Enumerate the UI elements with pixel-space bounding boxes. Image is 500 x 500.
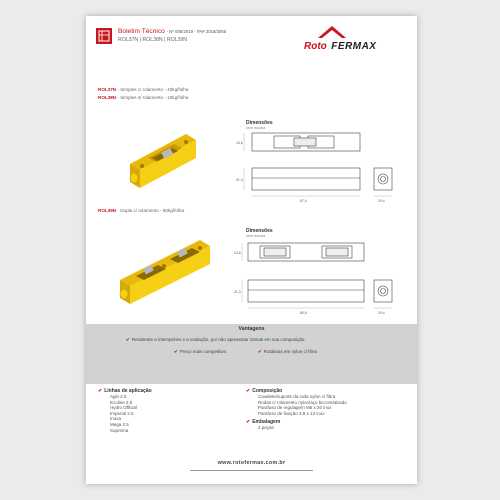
brand-roto: Roto (304, 41, 327, 52)
composition-item: Rodas c/ rolamento nylon/aço bicromatizado (258, 399, 347, 405)
product-image-double (114, 220, 224, 306)
applications-section (98, 388, 152, 433)
application-item: Aglo 2.5 (110, 394, 127, 399)
composition-title: Composição (252, 388, 283, 394)
advantage-item (174, 349, 226, 355)
dimension-drawing-double (234, 238, 410, 320)
dim-side-height-1: 21,3 (236, 178, 243, 182)
dim-side-height-2: 21,3 (234, 290, 241, 294)
check-icon: ✔ (126, 337, 130, 342)
product-image-single (124, 112, 212, 190)
dimension-drawing-single (234, 128, 410, 208)
dim-length-1: 67,4 (300, 199, 307, 203)
dimensions-title: Dimensões (246, 120, 273, 126)
advantage-item (258, 349, 317, 355)
product-line-rol37n (98, 87, 188, 92)
tech-bulletin-page (86, 16, 417, 484)
footer-divider (190, 470, 313, 471)
dimensions-subtitle: sem escala (246, 126, 266, 130)
composition-item: Cavalete/suporte da roda nylon c/ fibra (258, 394, 336, 399)
packaging-value: 2 peças (258, 425, 274, 431)
composition-item: Parafuso de regulagem M5 x 20 inox (258, 405, 332, 411)
application-item: Hydro Official (110, 405, 137, 411)
check-icon: ✔ (258, 349, 262, 354)
advantage-text: Roldanas em nylon c/ fibra (263, 349, 318, 354)
application-item: Imperial 2.5 (110, 410, 134, 416)
brand-fermax: FERMAX (331, 41, 377, 52)
product-line-rol39n (98, 208, 184, 213)
applications-title: Linhas de aplicação (104, 388, 152, 394)
dim-width-1: 19,4 (378, 199, 385, 203)
bulletin-models: ROL37N | ROL38N | ROL39N (118, 37, 188, 43)
website-link[interactable]: www.rotofermax.com.br (217, 460, 286, 466)
check-icon: ✔ (246, 388, 251, 394)
product-code: ROL39N (98, 208, 117, 213)
brand-logo (304, 36, 376, 54)
composition-section (246, 388, 347, 431)
bulletin-title: Boletim Técnico (118, 28, 165, 35)
advantage-text: Preço mais competitivo (179, 349, 227, 354)
bulletin-title-line (118, 28, 226, 35)
dim-width-2: 19,4 (378, 311, 385, 315)
advantage-item (126, 337, 306, 343)
product-desc: - Simples s/ rolamento - 15kg/folha (117, 95, 189, 100)
application-item: Ecoline 2.5 (110, 399, 133, 405)
check-icon: ✔ (98, 388, 103, 394)
product-code: ROL38N (98, 95, 117, 100)
check-icon: ✔ (246, 419, 251, 426)
composition-list (258, 394, 347, 416)
advantages-band (86, 324, 417, 384)
dimensions-subtitle: sem escala (246, 234, 266, 238)
composition-item: Parafuso de fixação 3,9 x 13 inox (258, 410, 325, 416)
applications-list (110, 394, 152, 433)
dim-height-1: 13,6 (236, 141, 243, 145)
dimensions-header-2 (246, 228, 273, 238)
application-item: Suprema (110, 427, 129, 433)
packaging-title: Embalagem (252, 419, 281, 426)
application-item: Mega 2.5 (110, 421, 129, 427)
advantages-title: Vantagens (238, 326, 265, 332)
bulletin-logo-icon (96, 28, 112, 44)
dim-height-2: 13,6 (234, 251, 241, 255)
dim-length-2: 80,5 (300, 311, 307, 315)
check-icon: ✔ (174, 349, 178, 354)
product-desc: - Dupla c/ rolamento - 80kg/folha (117, 208, 185, 213)
dimensions-title: Dimensões (246, 228, 273, 234)
product-code: ROL37N (98, 87, 117, 92)
application-item: Inova (110, 416, 122, 422)
advantage-text: Resistente a intempéries e a oxidação, por não apresentar zamak em sua composição. (131, 337, 306, 342)
product-line-rol38n (98, 95, 188, 100)
product-desc: - Simples c/ rolamento - 40kg/folha (117, 87, 189, 92)
bulletin-meta: - Nº 005/2019 - PA# 2018/3055 (166, 29, 227, 34)
